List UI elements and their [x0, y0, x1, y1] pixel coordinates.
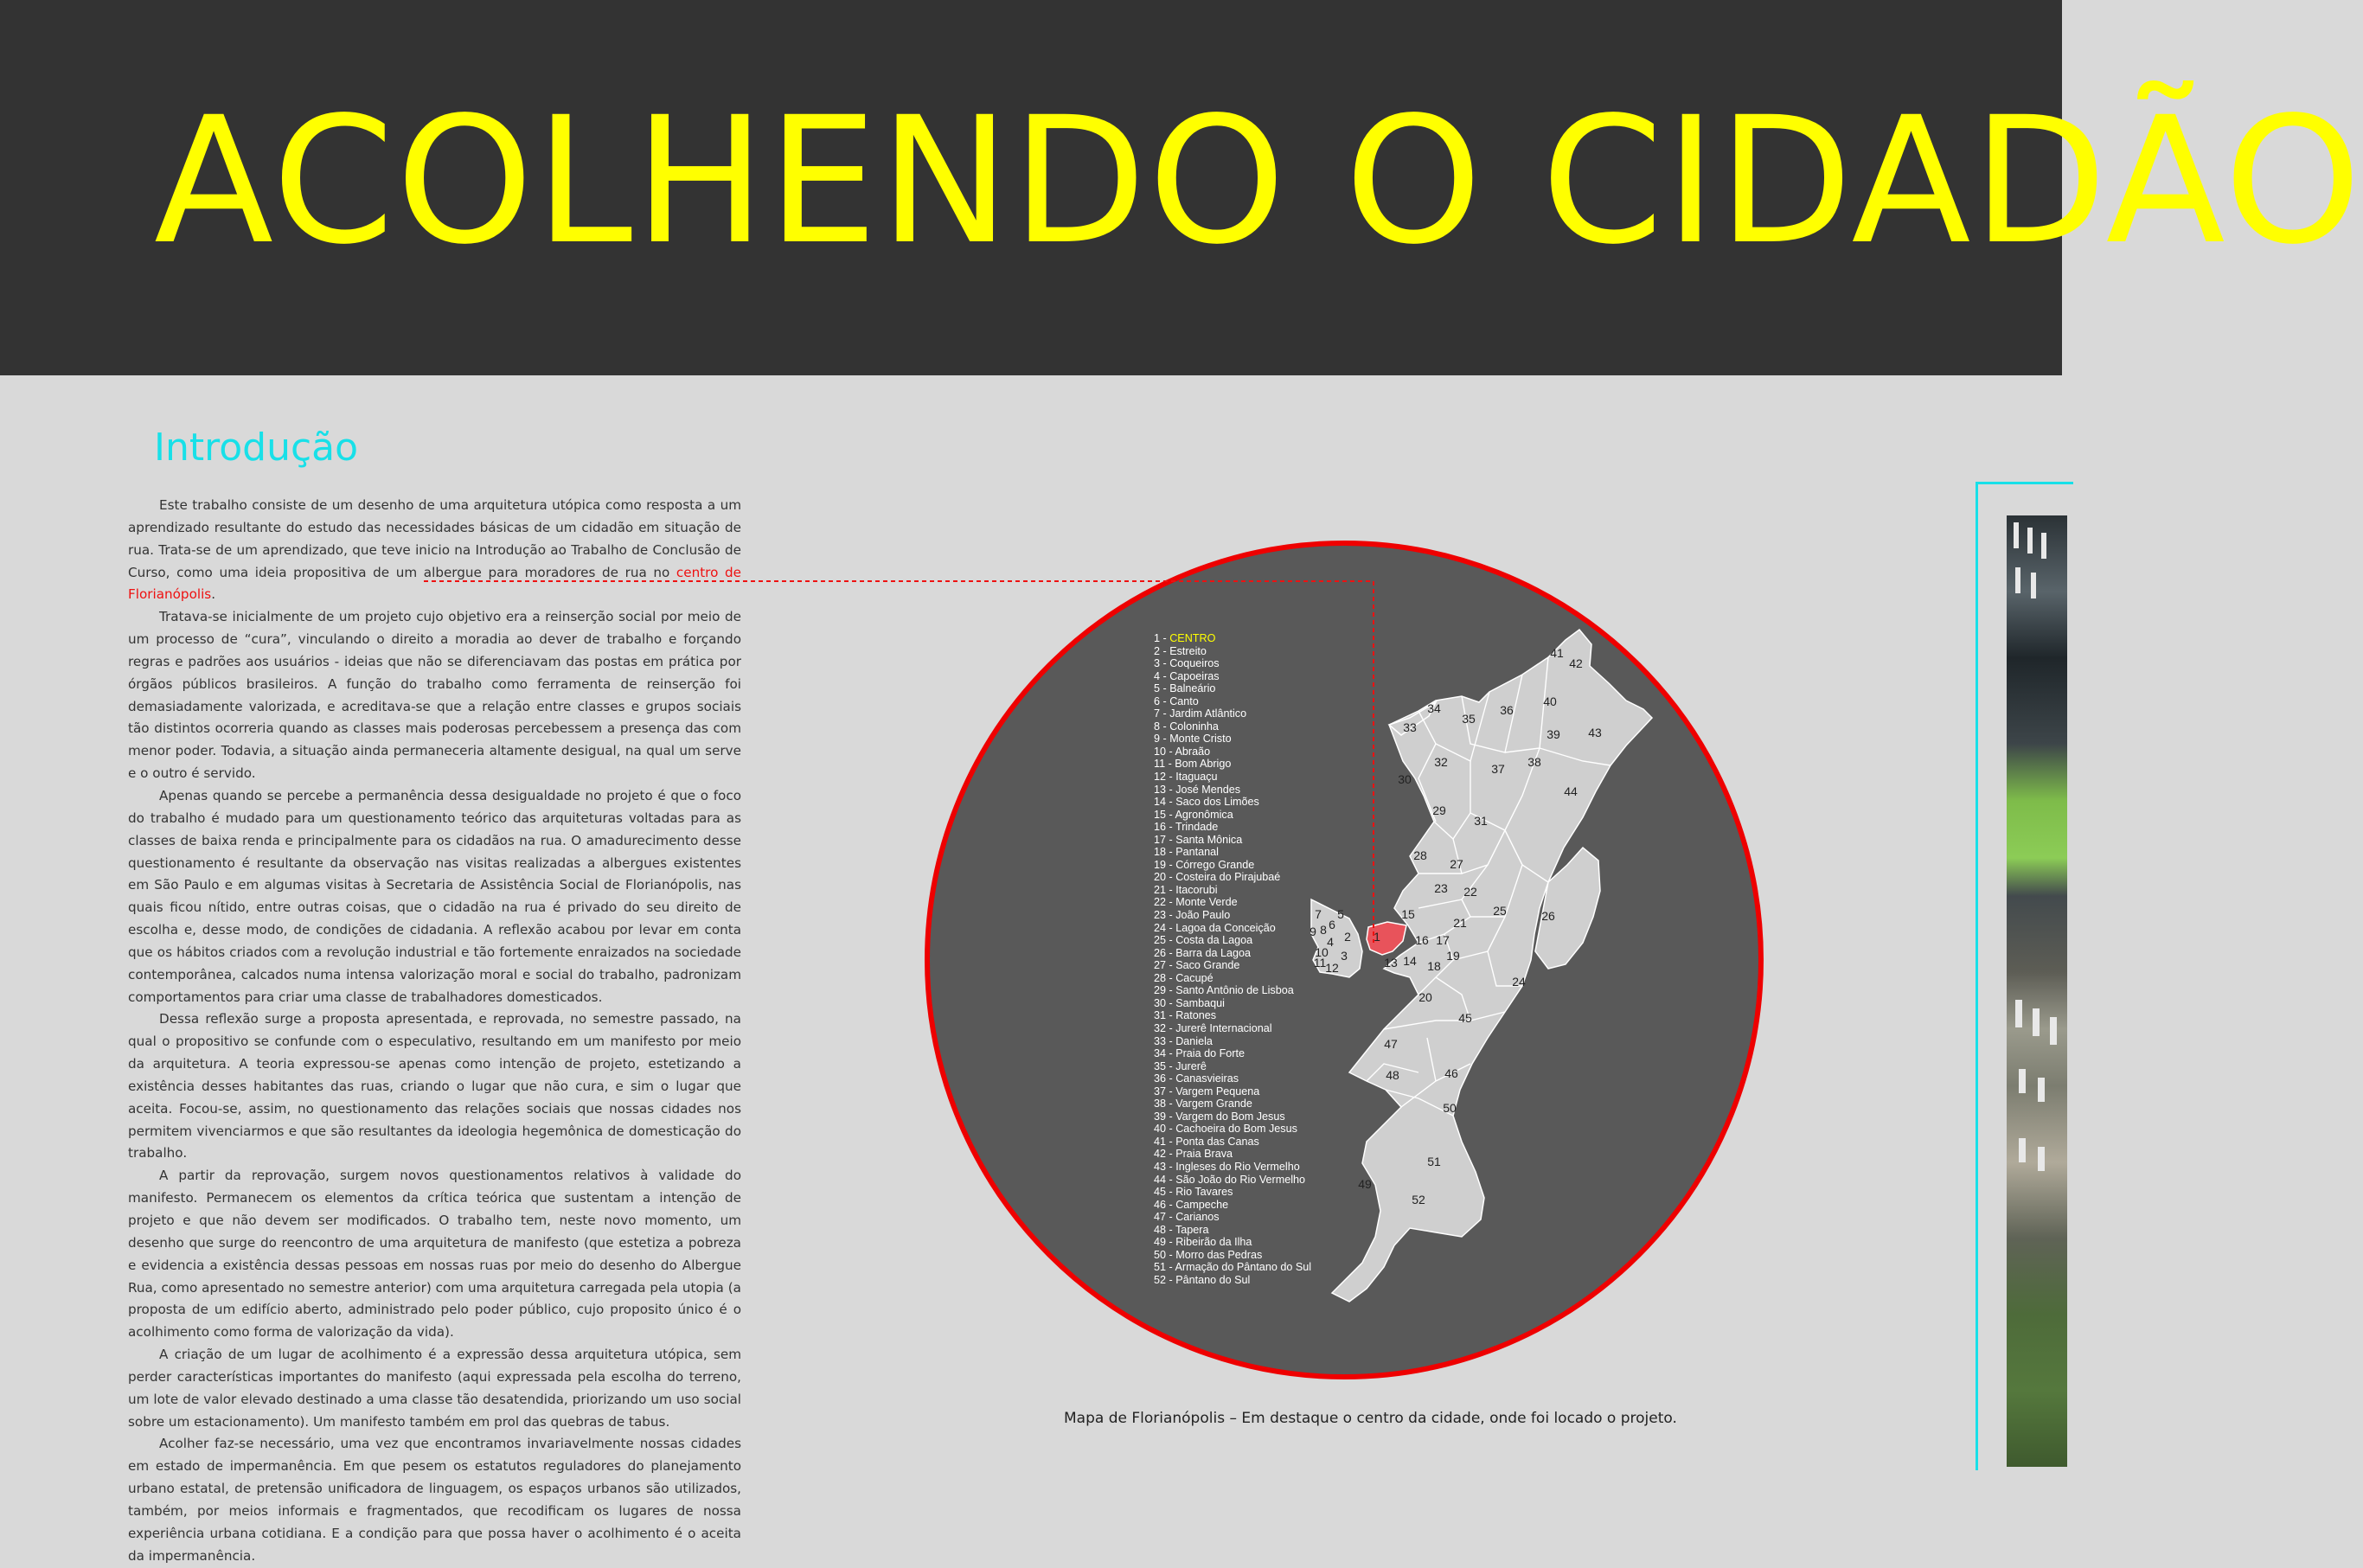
photo-window — [2014, 522, 2019, 548]
district-number: 36 — [1500, 703, 1514, 717]
district-number: 30 — [1398, 772, 1412, 786]
legend-item: 42 - Praia Brava — [1154, 1148, 1233, 1161]
legend-item: 41 - Ponta das Canas — [1154, 1135, 1259, 1148]
legend-item: 25 - Costa da Lagoa — [1154, 934, 1253, 947]
district-number: 42 — [1569, 656, 1583, 670]
district-number: 13 — [1384, 956, 1398, 970]
district-number: 23 — [1434, 881, 1448, 895]
district-number: 12 — [1325, 961, 1339, 975]
district-number: 22 — [1463, 885, 1477, 899]
district-number: 14 — [1403, 954, 1417, 968]
legend-item: 30 - Sambaqui — [1154, 996, 1225, 1009]
district-number: 5 — [1337, 907, 1344, 921]
legend-item: 11 - Bom Abrigo — [1154, 758, 1232, 771]
district-number: 19 — [1446, 949, 1460, 963]
district-number: 6 — [1329, 918, 1335, 931]
intro-paragraph: Apenas quando se percebe a permanência dessa desigualdade no projeto é que o foco do trabalho é mudado para um questionamento teórico das arquiteturas voltadas para as classes de baixa renda e principalmente para os cidadãos na rua. O amadurecimento desse questionamento é resultante da observação nas visitas realizadas a albergues existentes em São Paulo e em algumas visitas à Secretaria de Assistência Social de Florianópolis, nas quais ficou nítido, entre outras coisas, que o cidadão na rua é privado do seu direito de escolha e, desse modo, de condições de cidadania. A reflexão acabou por levar em conta que os hábitos criados com a revolução industrial e tão fortemente enraizados na sociedade contemporânea, calcados numa intensa valorização moral e social do trabalho, padronizam comportamentos para criar uma classe de trabalhadores domesticados. — [128, 787, 741, 1005]
district-number: 38 — [1527, 755, 1541, 769]
legend-item: 3 - Coqueiros — [1154, 657, 1220, 670]
legend-item: 23 - João Paulo — [1154, 909, 1231, 922]
legend-item: 14 - Saco dos Limões — [1154, 796, 1259, 809]
district-number: 28 — [1413, 848, 1427, 862]
legend-item: 48 - Tapera — [1154, 1223, 1209, 1236]
district-number: 4 — [1327, 935, 1334, 949]
building-photo — [2007, 515, 2067, 1467]
district-number: 15 — [1401, 907, 1415, 921]
district-number: 21 — [1453, 916, 1467, 930]
photo-window — [2031, 573, 2036, 598]
district-number: 29 — [1432, 803, 1446, 817]
district-number: 32 — [1434, 755, 1448, 769]
legend-item: 6 - Canto — [1154, 694, 1199, 707]
district-number: 50 — [1443, 1101, 1457, 1115]
district-number: 9 — [1310, 925, 1316, 938]
page-title: ACOLHENDO O CIDADÃO — [154, 79, 2363, 283]
district-number: 49 — [1358, 1177, 1372, 1191]
legend-item: 5 - Balneário — [1154, 682, 1216, 695]
district-number: 47 — [1384, 1037, 1398, 1051]
district-number: 25 — [1493, 904, 1507, 918]
legend-item: 43 - Ingleses do Rio Vermelho — [1154, 1160, 1300, 1173]
photo-window — [2015, 567, 2020, 593]
legend-item: 9 - Monte Cristo — [1154, 733, 1232, 746]
district-number: 45 — [1458, 1011, 1472, 1025]
legend-item: 15 - Agronômica — [1154, 808, 1233, 821]
district-number: 43 — [1588, 726, 1602, 739]
district-number: 48 — [1386, 1068, 1399, 1082]
legend-item: 52 - Pântano do Sul — [1154, 1273, 1251, 1286]
legend-item: 34 - Praia do Forte — [1154, 1047, 1245, 1060]
district-number: 26 — [1541, 909, 1555, 923]
district-number: 33 — [1403, 720, 1417, 734]
district-number: 46 — [1444, 1066, 1458, 1080]
legend-item: 51 - Armação do Pântano do Sul — [1154, 1261, 1312, 1274]
district-number: 3 — [1341, 949, 1348, 963]
photo-window — [2050, 1017, 2057, 1045]
legend-item: 29 - Santo Antônio de Lisboa — [1154, 984, 1294, 997]
legend-item: 32 - Jurerê Internacional — [1154, 1021, 1272, 1034]
district-number: 40 — [1543, 694, 1557, 708]
photo-window — [2019, 1069, 2026, 1093]
intro-heading: Introdução — [154, 426, 359, 470]
legend-item: 7 - Jardim Atlântico — [1154, 707, 1247, 720]
district-number: 18 — [1427, 959, 1441, 973]
highlight-link-centro: centro de Florianópolis — [128, 564, 741, 603]
photo-window — [2041, 533, 2046, 559]
district-number: 16 — [1415, 933, 1429, 947]
legend-item: 26 - Barra da Lagoa — [1154, 946, 1252, 959]
legend-item: 33 - Daniela — [1154, 1034, 1213, 1047]
district-number: 2 — [1344, 930, 1351, 944]
district-number: 44 — [1564, 784, 1578, 798]
paragraph-text: Este trabalho consiste de um desenho de uma arquitetura utópica como resposta a um aprendizado resultante do estudo das necessidades básicas de um cidadão em situação de rua. Trata-se de um aprendizado, que teve inicio na Introdução ao Trabalho de Conclusão de Curso, como uma ideia propositiva de um albergue para moradores de rua no — [128, 497, 741, 580]
legend-item: 35 - Jurerê — [1154, 1059, 1207, 1072]
legend-item: 22 - Monte Verde — [1154, 896, 1238, 909]
district-number: 52 — [1412, 1193, 1425, 1206]
legend-item: 28 - Cacupé — [1154, 971, 1214, 984]
intro-paragraph: Dessa reflexão surge a proposta apresentada, e reprovada, no semestre passado, na qual o propositivo se confunde com o especulativo, resultando em um manifesto por meio da arquitetura. A teoria expressou-se apenas como intenção de projeto, estetizando a existência desses habitantes das ruas, criando o lugar que não cura, e sim o lugar que aceita. Focou-se, assim, no questionamento das relações sociais que nossas cidades nos permitem vivenciarmos e que são resultantes da ideologia hegemônica de domesticação do trabalho. — [128, 1011, 741, 1162]
district-number: 39 — [1547, 727, 1560, 741]
legend-item: 4 - Capoeiras — [1154, 669, 1220, 682]
intro-paragraph: Acolher faz-se necessário, uma vez que encontramos invariavelmente nossas cidades em estado de impermanência. Em que pesem os estatutos reguladores do planejamento urbano estatal, de pretensão unificadora de linguagem, os espaços urbanos são utilizados, também, por meios informais e fragmentados, que recodificam os lugares de nossa experiência urbana cotidiana. E a condição para que possa haver o acolhimento é o aceita da impermanência. — [128, 1436, 741, 1564]
legend-item: 2 - Estreito — [1154, 644, 1207, 657]
map-caption: Mapa de Florianópolis – Em destaque o centro da cidade, onde foi locado o projeto. — [1064, 1410, 1677, 1427]
photo-window — [2027, 528, 2033, 554]
intro-paragraph: Tratava-se inicialmente de um projeto cujo objetivo era a reinserção social por meio de um processo de “cura”, vinculando o direito a moradia ao dever de trabalho e forçando regras e padrões aos usuários - ideias que não se diferenciavam das postas em prática por órgãos públicos brasileiros. A função do trabalho como ferramenta de reinserção foi demasiadamente valorizada, e acreditava-se que a relação entre classes e grupos sociais tão distintos ocorreria quando as classes mais poderosas percebessem a presença das com menor poder. Todavia, a situação ainda permaneceria altamente desigual, na qual um serve e o outro é servido. — [128, 609, 741, 782]
district-number: 24 — [1512, 975, 1526, 989]
district-number: 51 — [1427, 1155, 1441, 1168]
district-number: 20 — [1418, 990, 1432, 1004]
photo-window — [2038, 1147, 2045, 1171]
legend-item: 10 - Abraão — [1154, 745, 1211, 758]
district-legend — [1154, 632, 1311, 1286]
legend-item: 31 - Ratones — [1154, 1009, 1217, 1022]
district-number: 17 — [1436, 933, 1450, 947]
district-number: 8 — [1320, 923, 1327, 937]
district-number: 11 — [1313, 956, 1327, 970]
legend-item: 21 - Itacorubi — [1154, 883, 1218, 896]
legend-item: 17 - Santa Mônica — [1154, 833, 1243, 846]
photo-window — [2038, 1078, 2045, 1102]
legend-item: 19 - Córrego Grande — [1154, 858, 1255, 871]
district-number: 7 — [1315, 907, 1322, 921]
legend-item: 39 - Vargem do Bom Jesus — [1154, 1110, 1285, 1123]
legend-item: 12 - Itaguaçu — [1154, 771, 1218, 784]
legend-item: 13 - José Mendes — [1154, 783, 1241, 796]
legend-item: 47 - Carianos — [1154, 1211, 1220, 1224]
legend-item: 18 - Pantanal — [1154, 846, 1219, 859]
legend-item: 50 - Morro das Pedras — [1154, 1248, 1263, 1261]
photo-window — [2019, 1138, 2026, 1162]
photo-window — [2015, 1000, 2022, 1027]
legend-item: 1 - CENTRO — [1154, 632, 1216, 644]
legend-item: 44 - São João do Rio Vermelho — [1154, 1173, 1306, 1186]
district-number: 31 — [1474, 814, 1488, 828]
district-number: 37 — [1491, 762, 1505, 776]
legend-item: 36 - Canasvieiras — [1154, 1072, 1239, 1085]
legend-item: 24 - Lagoa da Conceição — [1154, 921, 1276, 934]
district-number: 10 — [1315, 945, 1329, 959]
legend-item: 27 - Saco Grande — [1154, 959, 1240, 972]
legend-item: 16 - Trindade — [1154, 821, 1219, 834]
legend-item: 40 - Cachoeira do Bom Jesus — [1154, 1123, 1297, 1136]
district-number: 34 — [1427, 701, 1441, 715]
legend-item: 8 - Coloninha — [1154, 720, 1219, 733]
district-number: 1 — [1374, 930, 1380, 944]
legend-item: 46 - Campeche — [1154, 1198, 1229, 1211]
legend-item: 38 - Vargem Grande — [1154, 1098, 1252, 1110]
legend-item: 20 - Costeira do Pirajubaé — [1154, 871, 1281, 884]
intro-paragraph: A partir da reprovação, surgem novos questionamentos relativos à validade do manifesto. Permanecem os elementos da crítica teórica que sustentam a intenção de projeto e que não devem ser modificados. O trabalho tem, neste novo momento, um desenho que surge do reencontro de uma arquitetura de manifesto (que estetiza a pobreza e evidencia a existência dessas pessoas em nossas ruas por meio do desenho do Albergue Rua, como apresentado no semestre anterior) com uma arquitetura carregada pela utopia (a proposta de um edifício aberto, administrado pelo poder público, cujo proposito único é o acolhimento como forma de valorização da vida). — [128, 1168, 741, 1341]
legend-item: 37 - Vargem Pequena — [1154, 1085, 1260, 1098]
district-number: 35 — [1462, 712, 1476, 726]
intro-paragraph: A criação de um lugar de acolhimento é a expressão dessa arquitetura utópica, sem perder características importantes do manifesto (aqui expressada pela escolha do terreno, um lote de valor elevado destinado a uma classe tão desatendida, priorizando um uso social sobre um estacionamento). Um manifesto também em prol das quebras de tabus. — [128, 1347, 741, 1430]
legend-item: 45 - Rio Tavares — [1154, 1186, 1233, 1199]
paragraph-text: . — [211, 586, 216, 603]
district-number: 41 — [1550, 646, 1564, 660]
legend-item: 49 - Ribeirão da Ilha — [1154, 1236, 1252, 1249]
photo-window — [2033, 1008, 2040, 1036]
district-number: 27 — [1450, 857, 1463, 871]
